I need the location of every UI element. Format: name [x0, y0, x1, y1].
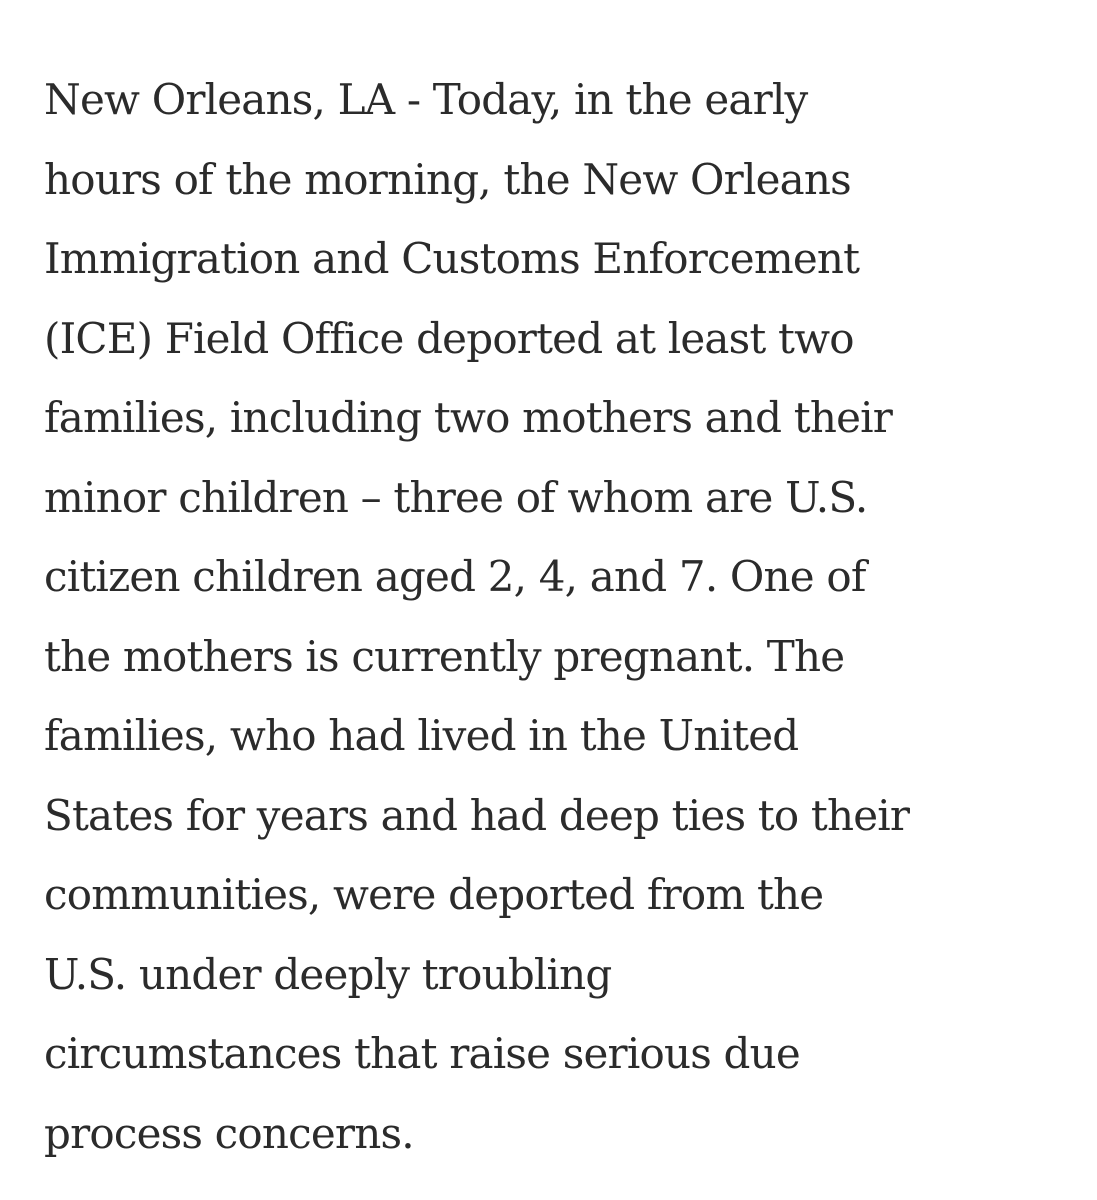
paragraph-line: minor children – three of whom are U.S.	[44, 472, 868, 522]
paragraph-line: families, who had lived in the United	[44, 711, 799, 760]
paragraph-line: (ICE) Field Office deported at least two	[44, 313, 854, 363]
paragraph-line: circumstances that raise serious due	[44, 1029, 800, 1078]
paragraph-line: States for years and had deep ties to their	[44, 790, 910, 840]
paragraph-line: process concerns.	[44, 1108, 414, 1158]
paragraph-line: the mothers is currently pregnant. The	[44, 631, 845, 681]
paragraph-line: hours of the morning, the New Orleans	[44, 154, 851, 204]
paragraph-line: families, including two mothers and their	[44, 393, 893, 442]
paragraph-line: U.S. under deeply troubling	[44, 949, 612, 999]
paragraph-line: New Orleans, LA - Today, in the early	[44, 75, 808, 124]
paragraph-line: citizen children aged 2, 4, and 7. One of	[44, 552, 866, 601]
paragraph-line: Immigration and Customs Enforcement	[44, 234, 860, 283]
article-paragraph	[44, 60, 1074, 1173]
paragraph-line: communities, were deported from the	[44, 870, 824, 919]
